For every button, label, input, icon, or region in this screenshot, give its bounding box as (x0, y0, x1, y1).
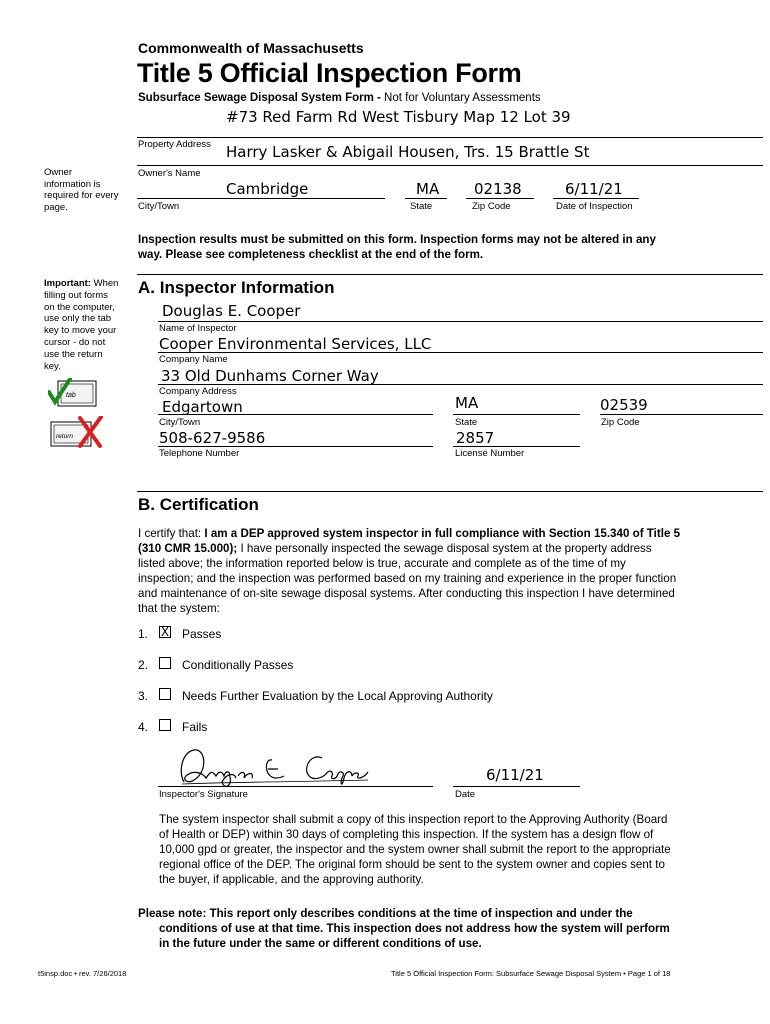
option-label: Fails (182, 720, 208, 734)
option-number: 3. (138, 689, 149, 703)
form-subtitle (138, 92, 541, 104)
rule-company (158, 352, 763, 353)
tab-key-label: tab (66, 392, 76, 399)
owners-name-label: Owner's Name (138, 168, 201, 179)
tab-key-icon (48, 378, 98, 408)
rule-signature (158, 786, 433, 787)
inspector-state-value[interactable]: MA (455, 394, 479, 412)
owner-date-label: Date of Inspection (556, 201, 633, 212)
note-line: conditions of use at that time. This inspection does not address how the system will perform (159, 922, 670, 935)
footer-revision: t5insp.doc • rev. 7/26/2018 (38, 969, 127, 978)
owner-name-value[interactable]: Harry Lasker & Abigail Housen, Trs. 15 Brattle St (226, 143, 590, 161)
needs-evaluation-checkbox[interactable] (159, 688, 171, 700)
cert-line: and maintenance of on-site sewage disposal systems. After conducting this inspection I have determined (138, 587, 675, 600)
owner-side-note (44, 167, 118, 213)
telephone-label: Telephone Number (159, 448, 240, 459)
important-rest: When (90, 278, 119, 289)
side-note-line: required for every (44, 190, 119, 201)
notice-line: Inspection results must be submitted on this form. Inspection forms may not be altered in any (138, 233, 656, 246)
section-b-rule (137, 491, 763, 492)
cert-line (138, 541, 738, 556)
option-number: 1. (138, 627, 149, 641)
owner-zip-value[interactable]: 02138 (474, 180, 522, 198)
important-line: on the computer, (44, 301, 115, 313)
option-label: Needs Further Evaluation by the Local Approving Authority (182, 689, 493, 703)
top-rule (137, 137, 763, 138)
side-note-line: page. (44, 201, 68, 213)
notice-line: way. Please see completeness checklist at the end of the form. (138, 248, 484, 261)
cert-bold: (310 CMR 15.000); (138, 542, 238, 555)
rule-zip (466, 198, 534, 199)
submission-notice (138, 232, 656, 262)
side-note-line: information is (44, 178, 101, 190)
fails-checkbox[interactable] (159, 719, 171, 731)
owner-state-label: State (410, 201, 433, 212)
owner-city-label: City/Town (138, 201, 180, 212)
important-line: filling out forms (44, 289, 108, 301)
note-line: in the future under the same or different conditions of use. (159, 937, 482, 950)
inspector-signature (172, 742, 372, 790)
cert-line: inspection; and the inspection was performed based on my training and experience in the proper function (138, 572, 677, 585)
submit-line: The system inspector shall submit a copy of this inspection report to the Approving Authority (Board (159, 813, 668, 826)
telephone-value[interactable]: 508-627-9586 (159, 429, 266, 447)
company-address-value[interactable]: 33 Old Dunhams Corner Way (161, 367, 379, 385)
cert-line: listed above; the information reported below is true, accurate and complete as of the time of my (138, 557, 626, 570)
cert-bold: I am a DEP approved system inspector in full compliance with Section 15.340 of Title 5 (204, 527, 681, 540)
rule-state (405, 198, 447, 199)
section-a-heading: A. Inspector Information (138, 278, 335, 297)
important-line: key to move your (44, 325, 117, 337)
important-side-note (44, 278, 118, 372)
owner-state-value[interactable]: MA (416, 180, 440, 198)
rule-address (158, 384, 763, 385)
owner-city-value[interactable]: Cambridge (226, 180, 309, 198)
agency-name: Commonwealth of Massachusetts (138, 40, 364, 56)
important-line: cursor - do not (44, 336, 106, 348)
license-value[interactable]: 2857 (456, 429, 495, 447)
rule-city (137, 198, 385, 199)
property-line: #73 Red Farm Rd West Tisbury Map 12 Lot 39 (226, 108, 571, 126)
footer-page-info: Title 5 Official Inspection Form: Subsurface Sewage Disposal System • Page 1 of 18 (391, 969, 671, 978)
inspector-name-value[interactable]: Douglas E. Cooper (162, 302, 301, 320)
return-key-icon (50, 416, 104, 448)
signature-date-value[interactable]: 6/11/21 (486, 766, 544, 784)
sign-date-label: Date (455, 789, 476, 800)
submit-line: the buyer, if applicable, and the approving authority. (159, 873, 424, 886)
property-address-label: Property Address (138, 139, 211, 150)
rule-inspector-zip (600, 414, 763, 415)
rule-license (453, 446, 580, 447)
cert-line: that the system: (138, 602, 220, 615)
important-line: use the return (44, 348, 103, 360)
company-address-label: Company Address (159, 386, 237, 397)
subtitle-bold: Subsurface Sewage Disposal System Form - (138, 92, 381, 104)
rule-telephone (158, 446, 433, 447)
owner-date-value[interactable]: 6/11/21 (565, 180, 623, 198)
company-name-label: Company Name (159, 354, 228, 365)
section-b-heading: B. Certification (138, 495, 259, 514)
important-bold: Important: (44, 278, 91, 289)
option-number: 2. (138, 658, 149, 672)
inspector-zip-label: Zip Code (601, 417, 640, 428)
submit-line: regional office of the DEP. The original form should be sent to the system owner and copies sent to (159, 858, 665, 871)
license-label: License Number (455, 448, 525, 459)
rule-inspector-state (453, 414, 580, 415)
form-title: Title 5 Official Inspection Form (137, 58, 522, 88)
passes-checkbox[interactable]: X (160, 625, 170, 639)
inspector-city-value[interactable]: Edgartown (162, 398, 243, 416)
owner-zip-label: Zip Code (472, 201, 511, 212)
company-name-value[interactable]: Cooper Environmental Services, LLC (159, 335, 432, 353)
return-key-label: return (56, 433, 73, 440)
submit-line: 10,000 gpd or greater, the inspector and the system owner shall submit the report to the appropriate (159, 843, 671, 856)
cert-rest: I have personally inspected the sewage disposal system at the property address (237, 542, 652, 555)
inspector-city-label: City/Town (159, 417, 201, 428)
cert-intro: I certify that: (138, 527, 205, 540)
rule-inspector-city (158, 414, 433, 415)
certification-text (138, 526, 738, 616)
submit-line: of Health or DEP) within 30 days of completing this inspection. If the system has a design flow of (159, 828, 654, 841)
rule-inspector-name (158, 321, 763, 322)
subtitle-rest: Not for Voluntary Assessments (380, 92, 541, 104)
submission-instructions (159, 812, 759, 887)
signature-label: Inspector's Signature (159, 789, 248, 800)
cert-line (138, 526, 738, 541)
inspector-state-label: State (455, 417, 478, 428)
note-line: Please note: This report only describes conditions at the time of inspection and under the (138, 907, 633, 920)
option-label: Passes (182, 627, 222, 641)
side-note-line: Owner (44, 167, 72, 178)
rule-sign-date (453, 786, 580, 787)
inspector-name-label: Name of Inspector (159, 323, 237, 334)
important-line: use only the tab (44, 313, 112, 325)
option-number: 4. (138, 720, 149, 734)
rule-date (553, 198, 639, 199)
conditionally-passes-checkbox[interactable] (159, 657, 171, 669)
please-note (138, 906, 670, 951)
option-label: Conditionally Passes (182, 658, 294, 672)
inspector-zip-value[interactable]: 02539 (600, 396, 648, 414)
rule-owner (137, 165, 763, 166)
important-line (44, 278, 118, 290)
important-line: key. (44, 360, 61, 372)
section-a-rule (137, 274, 763, 275)
